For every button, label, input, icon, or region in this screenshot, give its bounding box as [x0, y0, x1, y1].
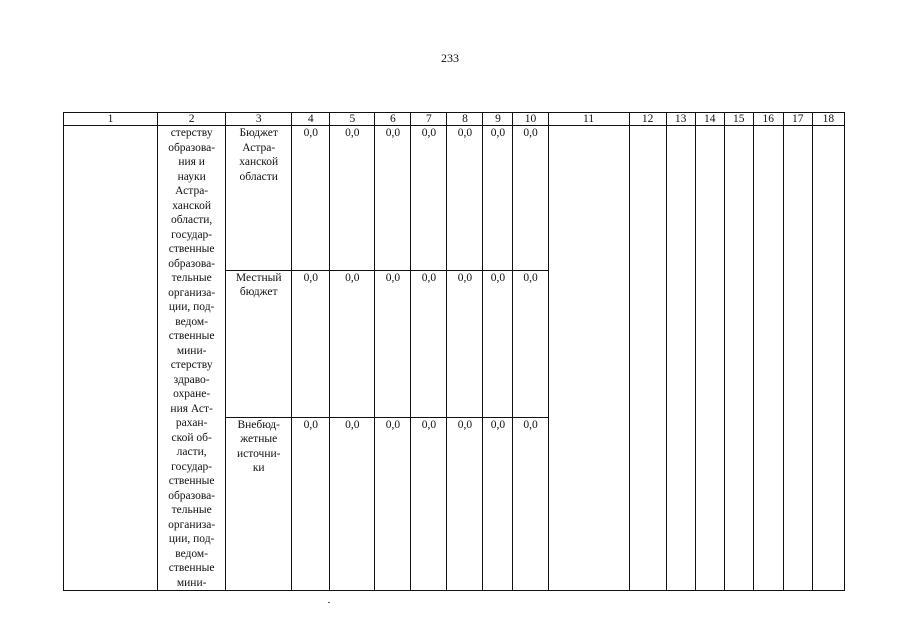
source-text-line: области	[239, 170, 278, 183]
col2-executor-cell	[158, 126, 226, 591]
header-cell: 10	[513, 113, 548, 126]
col2-text-line: стерству	[170, 127, 213, 139]
value-cell: 0,0	[375, 126, 411, 271]
col2-text-line: ции, под-	[168, 533, 215, 545]
source-text-line: Астра-	[242, 141, 276, 154]
value-cell: 0,0	[483, 417, 513, 590]
col15-cell	[724, 126, 753, 591]
value-cell: 0,0	[513, 417, 548, 590]
value-cell: 0,0	[447, 270, 483, 417]
header-cell: 17	[783, 113, 812, 126]
header-cell: 7	[411, 113, 447, 126]
value-cell: 0,0	[513, 270, 548, 417]
value-cell: 0,0	[483, 126, 513, 271]
header-cell: 8	[447, 113, 483, 126]
value-cell: 0,0	[292, 270, 330, 417]
header-cell: 11	[548, 113, 629, 126]
col2-text-line: ственные	[168, 562, 215, 574]
col2-text-line: ведом-	[175, 315, 209, 328]
header-cell: 6	[375, 113, 411, 126]
col2-text-line: ции, под-	[168, 301, 215, 313]
col2-text-line: организа-	[168, 518, 216, 531]
value-cell: 0,0	[513, 126, 548, 271]
col2-text-line: области,	[170, 214, 213, 226]
header-cell: 13	[666, 113, 695, 126]
source-text-line: ки	[252, 462, 265, 475]
col2-text-line: ния Аст-	[170, 402, 213, 415]
col2-text-line: тельные	[171, 272, 212, 284]
source-cell	[226, 270, 292, 417]
col2-text-line: организа-	[168, 286, 216, 299]
source-cell	[226, 417, 292, 590]
header-cell: 15	[724, 113, 753, 126]
header-cell: 18	[812, 113, 844, 126]
source-text-line: источни-	[236, 447, 281, 460]
source-cell	[226, 126, 292, 271]
header-cell: 2	[158, 113, 226, 126]
source-text-line: бюджет	[239, 286, 278, 299]
col2-text-line: образова-	[168, 489, 216, 502]
col12-cell	[629, 126, 666, 591]
value-cell: 0,0	[411, 417, 447, 590]
col2-text-line: образова-	[168, 141, 216, 154]
col14-cell	[695, 126, 724, 591]
table-row	[64, 126, 845, 271]
col11-cell	[548, 126, 629, 591]
col2-text-line: рахан-	[175, 417, 208, 429]
source-text-line: жетные	[240, 433, 278, 446]
col16-cell	[753, 126, 783, 591]
col2-text-line: мини-	[176, 576, 207, 589]
col13-cell	[666, 126, 695, 591]
col2-text-line: тельные	[171, 504, 212, 516]
col2-text-line: ственные	[168, 475, 215, 487]
value-cell: 0,0	[330, 417, 375, 590]
value-cell: 0,0	[375, 417, 411, 590]
col2-text-line: охране-	[173, 388, 211, 400]
col2-text-line: ласти,	[176, 446, 207, 458]
header-cell: 4	[292, 113, 330, 126]
header-row	[64, 113, 845, 126]
col2-text-line: ственные	[168, 243, 215, 255]
col2-text-line: мини-	[176, 344, 207, 357]
page-number: 233	[441, 51, 459, 65]
col2-text-line: ственные	[168, 330, 215, 342]
value-cell: 0,0	[411, 270, 447, 417]
col1-cell	[64, 126, 158, 591]
header-cell: 5	[330, 113, 375, 126]
col2-text-line: здраво-	[173, 373, 210, 386]
value-cell: 0,0	[411, 126, 447, 271]
value-cell: 0,0	[447, 126, 483, 271]
col2-text-line: науки	[177, 170, 206, 183]
stray-dot	[328, 602, 330, 603]
col2-text-line: государ-	[171, 228, 213, 241]
value-cell: 0,0	[292, 126, 330, 271]
header-cell: 16	[753, 113, 783, 126]
col2-text-line: государ-	[171, 460, 213, 473]
source-text-line: Бюджет	[239, 127, 278, 139]
header-cell: 14	[695, 113, 724, 126]
col17-cell	[783, 126, 812, 591]
value-cell: 0,0	[292, 417, 330, 590]
source-text-line: Внебюд-	[237, 418, 280, 431]
col2-text-line: Астра-	[175, 185, 209, 197]
value-cell: 0,0	[447, 417, 483, 590]
header-cell: 1	[64, 113, 158, 126]
col18-cell	[812, 126, 844, 591]
col2-text-line: ханской	[172, 199, 212, 212]
col2-text-line: ния и	[178, 156, 205, 168]
source-text-line: ханской	[239, 156, 279, 168]
value-cell: 0,0	[330, 126, 375, 271]
header-cell: 12	[629, 113, 666, 126]
col2-text-line: ведом-	[175, 547, 209, 560]
header-cell: 9	[483, 113, 513, 126]
header-cell: 3	[226, 113, 292, 126]
source-text-line: Местный	[235, 271, 282, 284]
col2-text-line: стерству	[170, 359, 213, 371]
budget-table	[63, 112, 845, 591]
col2-text-line: образова-	[168, 257, 216, 270]
value-cell: 0,0	[375, 270, 411, 417]
value-cell: 0,0	[330, 270, 375, 417]
col2-text-line: ской об-	[171, 431, 212, 444]
value-cell: 0,0	[483, 270, 513, 417]
